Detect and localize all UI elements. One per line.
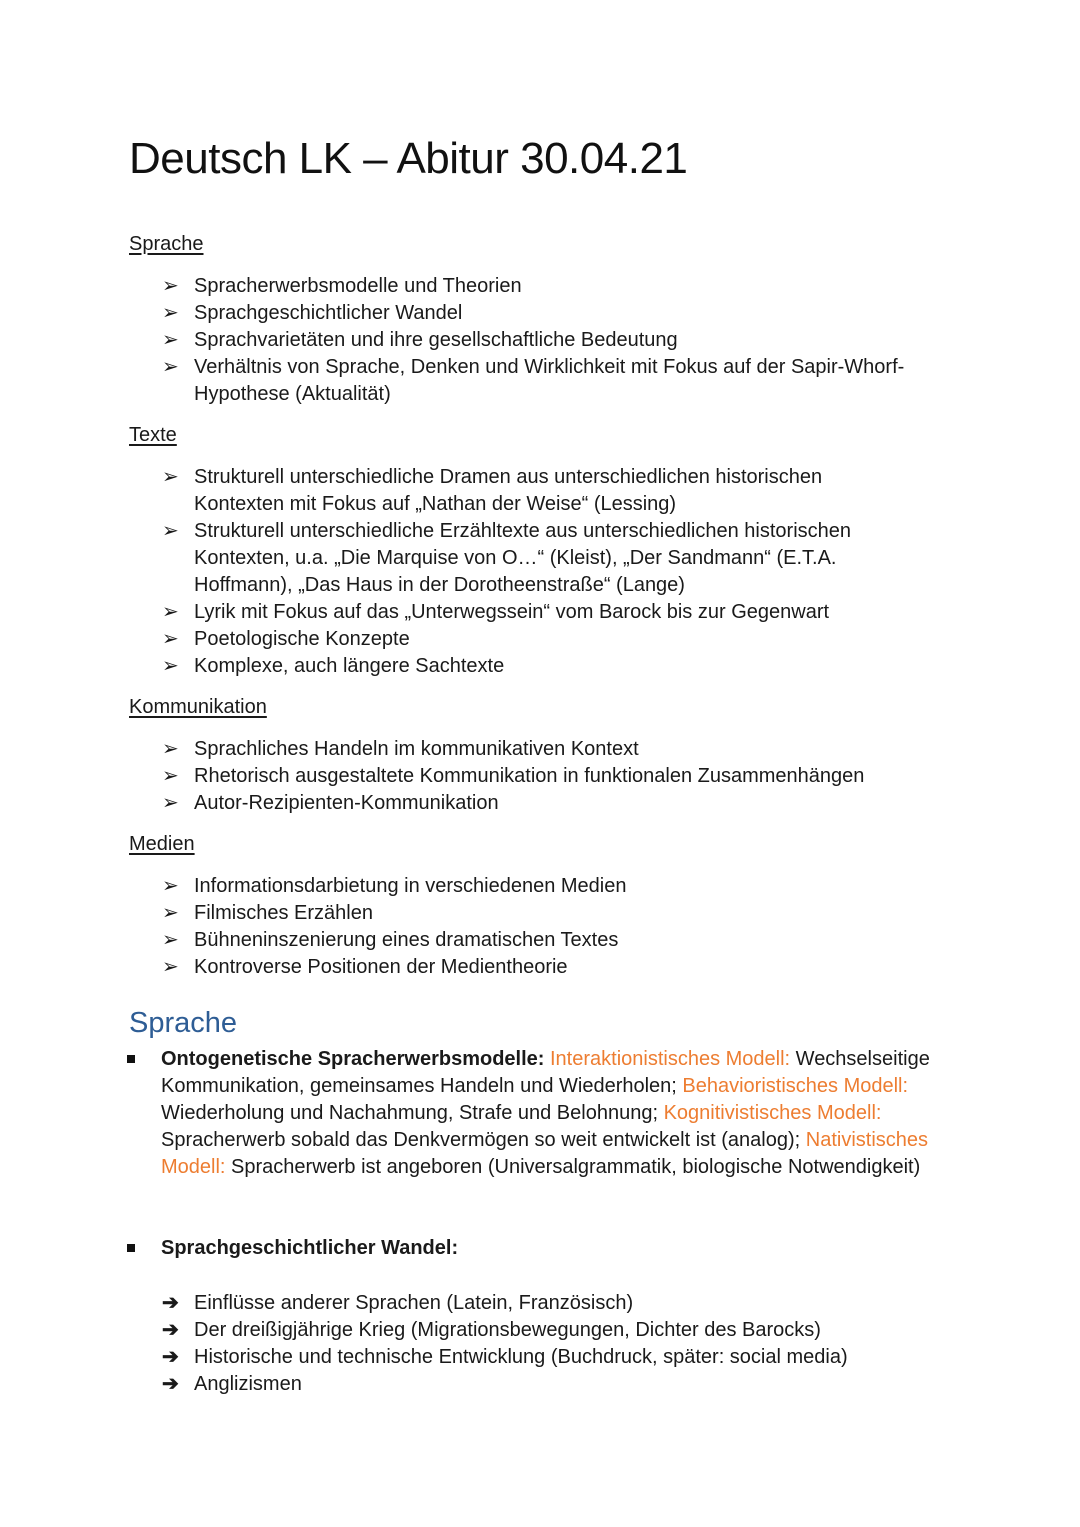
bold-arrow-icon: ➔ (162, 1292, 179, 1314)
arrowhead-bullet-icon: ➢ (162, 275, 179, 297)
list-item: ➢ Kontroverse Positionen der Medientheorie (0, 954, 954, 981)
list-item: ➢ Sprachliches Handeln im kommunikativen Kontext (0, 736, 954, 763)
list-item: ➔ Einflüsse anderer Sprachen (Latein, Französisch) (0, 1290, 848, 1317)
model-name: Nativistisches Modell: (161, 1129, 929, 1178)
list-item: ➔ Historische und technische Entwicklung (Buchdruck, später: social media) (0, 1344, 848, 1371)
list-item: ➢ Filmisches Erzählen (0, 900, 954, 927)
list-item: ➢ Sprachgeschichtlicher Wandel (0, 300, 954, 327)
list-item: ➢ Verhältnis von Sprache, Denken und Wirklichkeit mit Fokus auf der Sapir-Whorf-Hypothese (Aktualität) (162, 356, 905, 405)
overview-list-kommunikation (0, 736, 974, 817)
model-text: Spracherwerb sobald das Denkvermögen so weit entwickelt ist (analog); (161, 1129, 801, 1151)
model-name: Behavioristisches Modell: (682, 1075, 909, 1097)
model-text: Spracherwerb ist angeboren (Universalgrammatik, biologische Notwendigkeit) (231, 1156, 921, 1178)
square-bullet-icon (127, 1244, 135, 1252)
bold-arrow-icon: ➔ (162, 1319, 179, 1341)
arrowhead-bullet-icon: ➢ (162, 302, 179, 324)
model-text: Wiederholung und Nachahmung, Strafe und Belohnung; (161, 1102, 659, 1124)
list-item: ➢ Poetologische Konzepte (0, 626, 954, 653)
section-heading-sprache: Sprache (129, 1007, 238, 1039)
overview-heading-kommunikation: Kommunikation (129, 696, 267, 718)
arrowhead-bullet-icon: ➢ (162, 601, 179, 623)
overview-list-medien (0, 873, 954, 981)
bold-arrow-icon: ➔ (162, 1373, 179, 1395)
overview-list-texte (0, 464, 954, 680)
item-label: Sprachgeschichtlicher Wandel: (161, 1237, 459, 1259)
arrowhead-bullet-icon: ➢ (162, 628, 179, 650)
list-item: ➢ Strukturell unterschiedliche Dramen aus unterschiedlichen historischen Kontexten mit Fokus auf „Nathan der Weise“ (Lessing) (162, 466, 823, 515)
overview-heading-texte: Texte (129, 424, 177, 446)
list-item: ➔ Anglizismen (0, 1371, 848, 1398)
sprachwandel-heading (161, 1235, 961, 1262)
arrowhead-bullet-icon: ➢ (162, 738, 179, 760)
bold-arrow-icon: ➔ (162, 1346, 179, 1368)
arrowhead-bullet-icon: ➢ (162, 792, 179, 814)
sprachwandel-list (0, 1290, 848, 1398)
arrowhead-bullet-icon: ➢ (162, 956, 179, 978)
list-item: ➢ Lyrik mit Fokus auf das „Unterwegssein“ vom Barock bis zur Gegenwart (0, 599, 954, 626)
list-item: ➢ Sprachvarietäten und ihre gesellschaftliche Bedeutung (0, 327, 954, 354)
page-title: Deutsch LK – Abitur 30.04.21 (129, 134, 688, 183)
square-bullet-icon (127, 1055, 135, 1063)
overview-heading-medien: Medien (129, 833, 195, 855)
spracherwerbsmodelle-paragraph (161, 1046, 961, 1181)
overview-heading-sprache: Sprache (129, 233, 204, 255)
arrowhead-bullet-icon: ➢ (162, 655, 179, 677)
model-text: Wechselseitige Kommunikation, gemeinsames Handeln und Wiederholen; (161, 1048, 930, 1097)
item-label: Ontogenetische Spracherwerbsmodelle: (161, 1048, 545, 1070)
arrowhead-bullet-icon: ➢ (162, 875, 179, 897)
list-item: ➢ Komplexe, auch längere Sachtexte (0, 653, 954, 680)
overview-list-sprache (0, 273, 954, 408)
model-name: Interaktionistisches Modell: (550, 1048, 791, 1070)
arrowhead-bullet-icon: ➢ (162, 902, 179, 924)
arrowhead-bullet-icon: ➢ (162, 929, 179, 951)
list-item: ➢ Spracherwerbsmodelle und Theorien (0, 273, 954, 300)
arrowhead-bullet-icon: ➢ (162, 466, 179, 488)
list-item: ➔ Der dreißigjährige Krieg (Migrationsbewegungen, Dichter des Barocks) (0, 1317, 848, 1344)
arrowhead-bullet-icon: ➢ (162, 765, 179, 787)
list-item: ➢ Informationsdarbietung in verschiedenen Medien (0, 873, 954, 900)
list-item: ➢ Autor-Rezipienten-Kommunikation (0, 790, 954, 817)
arrowhead-bullet-icon: ➢ (162, 356, 179, 378)
arrowhead-bullet-icon: ➢ (162, 329, 179, 351)
list-item: ➢ Rhetorisch ausgestaltete Kommunikation in funktionalen Zusammenhängen (0, 763, 974, 790)
list-item: ➢ Bühneninszenierung eines dramatischen Textes (0, 927, 954, 954)
arrowhead-bullet-icon: ➢ (162, 520, 179, 542)
model-name: Kognitivistisches Modell: (663, 1102, 882, 1124)
list-item: ➢ Strukturell unterschiedliche Erzähltexte aus unterschiedlichen historischen Kontexten, u.a. „Die Marquise von O…“ (Kleist), „Der Sandmann“ (E.T.A. Hoffmann), „Das Haus in der Dorotheenstraße“ (Lange) (162, 520, 852, 596)
